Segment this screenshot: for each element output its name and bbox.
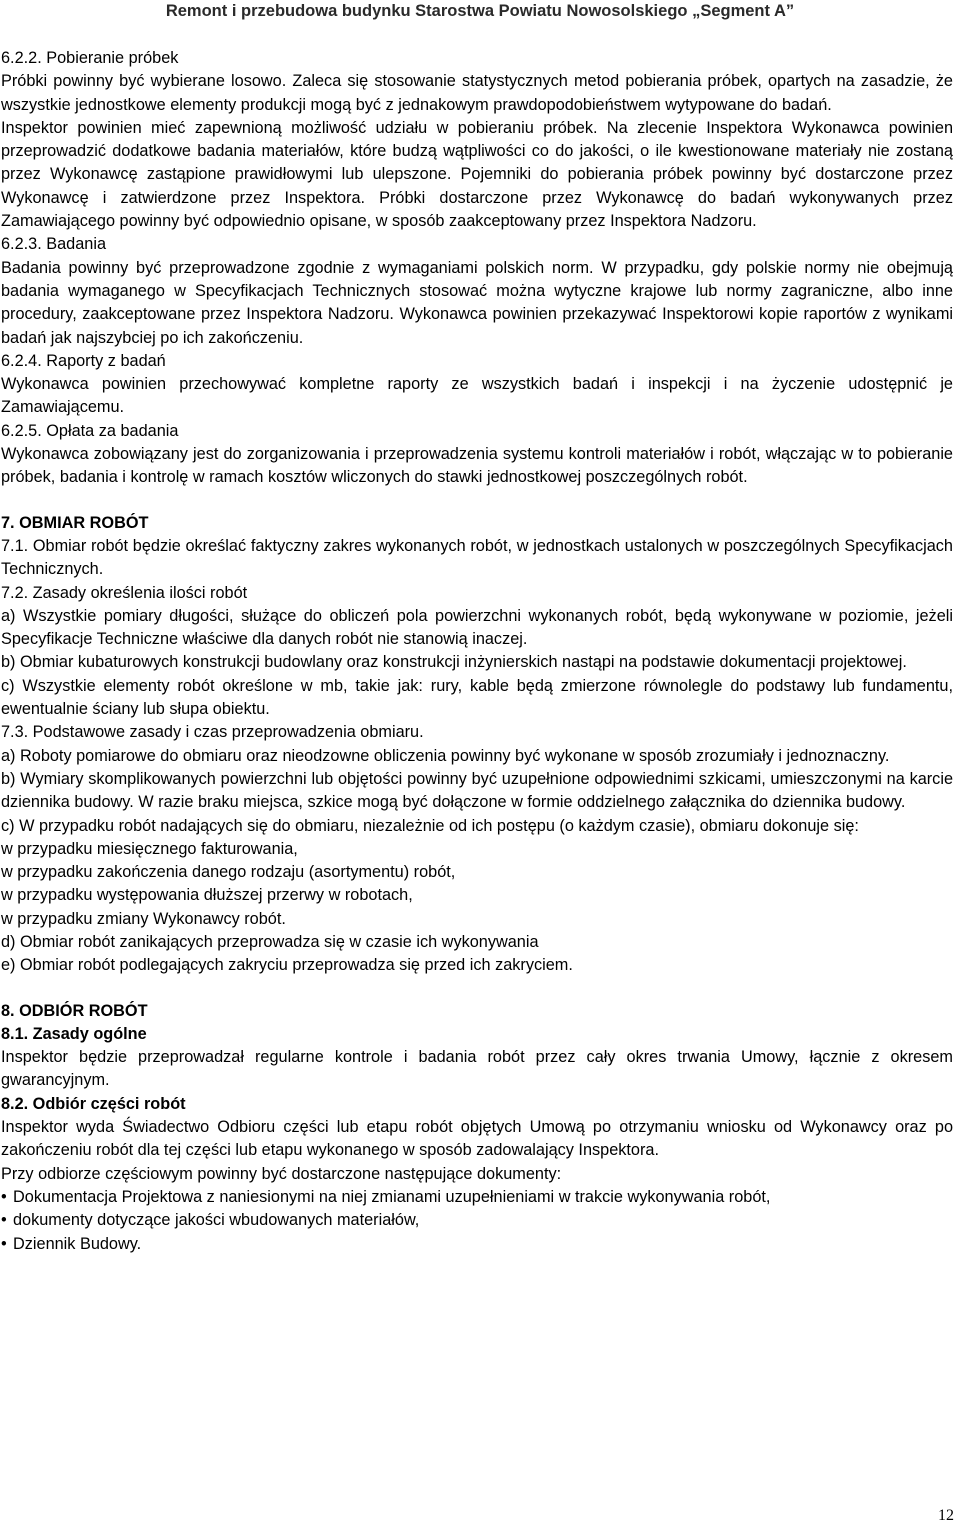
paragraph: c) W przypadku robót nadających się do obmiaru, niezależnie od ich postępu (o każdym czasie), obmiaru dokonuje się: — [1, 816, 859, 835]
paragraph: Wykonawca powinien przechowywać kompletne raporty ze wszystkich badań i inspekcji i na życzenie udostępnić je Zamawiającemu. — [1, 375, 953, 417]
list-item: w przypadku występowania dłuższej przerwy w robotach, — [1, 886, 413, 905]
bullet-text: Dziennik Budowy. — [13, 1234, 142, 1253]
paragraph: b) Obmiar kubaturowych konstrukcji budowlany oraz konstrukcji inżynierskich nastąpi na podstawie dokumentacji projektowej. — [1, 653, 907, 672]
document-body — [1, 47, 953, 1256]
bullet-icon: • — [1, 1234, 7, 1253]
paragraph: Przy odbiorze częściowym powinny być dostarczone następujące dokumenty: — [1, 1164, 562, 1183]
paragraph: 7.1. Obmiar robót będzie określać faktyczny zakres wykonanych robót, w jednostkach ustalonych w poszczególnych Specyfikacjach Technicznych. — [1, 536, 953, 579]
section-heading: 8.1. Zasady ogólne — [1, 1024, 147, 1043]
paragraph: Inspektor wyda Świadectwo Odbioru części lub etapu robót objętych Umową po otrzymaniu wniosku od Wykonawcy oraz po zakończeniu robót dla tej części lub etapu wykonanego w sposób zadowalający Inspektora. — [1, 1118, 953, 1160]
section-heading: 6.2.5. Opłata za badania — [1, 421, 179, 440]
paragraph: c) Wszystkie elementy robót określone w mb, takie jak: rury, kable będą zmierzone równolegle do podstawy lub fundamentu, ewentualnie ściany lub słupa obiektu. — [1, 676, 953, 719]
spacer — [1, 978, 953, 1000]
section-heading: 6.2.2. Pobieranie próbek — [1, 49, 179, 67]
section-heading: 7.3. Podstawowe zasady i czas przeprowadzenia obmiaru. — [1, 723, 424, 742]
bullet-item — [1, 1233, 953, 1256]
list-item: w przypadku zakończenia danego rodzaju (asortymentu) robót, — [1, 863, 456, 882]
chapter-heading: 7. OBMIAR ROBÓT — [1, 513, 149, 532]
section-heading: 6.2.4. Raporty z badań — [1, 351, 166, 370]
list-item: w przypadku zmiany Wykonawcy robót. — [1, 909, 286, 928]
paragraph: b) Wymiary skomplikowanych powierzchni lub objętości powinny być uzupełnione odpowiednimi szkicami, umieszczonymi na karcie dziennika budowy. W razie braku miejsca, szkice mogą być dołączone w formie oddzielnego załącznika do dziennika budowy. — [1, 769, 953, 812]
bullet-icon: • — [1, 1187, 7, 1206]
paragraph: d) Obmiar robót zanikających przeprowadza się w czasie ich wykonywania — [1, 932, 539, 951]
bullet-item — [1, 1209, 953, 1232]
bullet-text: dokumenty dotyczące jakości wbudowanych materiałów, — [13, 1211, 420, 1230]
bullet-text: Dokumentacja Projektowa z naniesionymi na niej zmianami uzupełnieniami w trakcie wykonywania robót, — [13, 1187, 771, 1206]
bullet-item — [1, 1186, 953, 1209]
paragraph: Inspektor powinien mieć zapewnioną możliwość udziału w pobieraniu próbek. Na zlecenie Inspektora Wykonawca powinien przeprowadzić dodatkowe badania materiałów, które budzą wątpliwości co do jakości, o ile kwestionowane materiały nie zostaną przez Wykonawcę zastąpione prawidłowymi lub ulepszone. Pojemniki do pobierania próbek powinny być dostarczone przez Wykonawcę i zatwierdzone przez Inspektora. Próbki dostarczone przez Wykonawcę do badań wykonywanych przez Zamawiającego powinny być odpowiednio opisane, w sposób zaakceptowany przez Inspektora Nadzoru. — [1, 118, 953, 231]
paragraph: Badania powinny być przeprowadzone zgodnie z wymaganiami polskich norm. W przypadku, gdy polskie normy nie obejmują badania wymaganego w Specyfikacjach Technicznych stosować można wytyczne krajowe lub normy zagraniczne, albo inne procedury, zaakceptowane przez Inspektora Nadzoru. Wykonawca powinien przekazywać Inspektorowi kopie raportów z wynikami badań jak najszybciej po ich zakończeniu. — [1, 258, 953, 347]
list-item: w przypadku miesięcznego fakturowania, — [1, 839, 298, 858]
paragraph: Inspektor będzie przeprowadzał regularne kontrole i badania robót przez cały okres trwania Umowy, łącznie z okresem gwarancyjnym. — [1, 1048, 953, 1090]
spacer — [1, 490, 953, 512]
section-heading: 6.2.3. Badania — [1, 235, 107, 254]
page-number: 12 — [938, 1507, 954, 1524]
paragraph: a) Wszystkie pomiary długości, służące do obliczeń pola powierzchni wykonanych robót, będą wykonywane w poziomie, jeżeli Specyfikacje Techniczne właściwe dla danych robót nie stanowią inaczej. — [1, 606, 953, 649]
paragraph: Próbki powinny być wybierane losowo. Zaleca się stosowanie statystycznych metod pobierania próbek, opartych na zasadzie, że wszystkie jednostkowe elementy produkcji mogą być z jednakowym prawdopodobieństwem wytypowane do badań. — [1, 72, 953, 114]
paragraph: a) Roboty pomiarowe do obmiaru oraz nieodzowne obliczenia powinny być wykonane w sposób zrozumiały i jednoznaczny. — [1, 746, 890, 765]
chapter-heading: 8. ODBIÓR ROBÓT — [1, 1001, 148, 1020]
paragraph: Wykonawca zobowiązany jest do zorganizowania i przeprowadzenia systemu kontroli materiałów i robót, włączając w to pobieranie próbek, badania i kontrolę w ramach kosztów wliczonych do stawki jednostkowej poszczególnych robót. — [1, 445, 953, 487]
bullet-icon: • — [1, 1211, 7, 1230]
section-heading: 8.2. Odbiór części robót — [1, 1094, 186, 1113]
paragraph: e) Obmiar robót podlegających zakryciu przeprowadza się przed ich zakryciem. — [1, 956, 573, 975]
document-header: Remont i przebudowa budynku Starostwa Powiatu Nowosolskiego „Segment A” — [165, 2, 795, 20]
section-heading: 7.2. Zasady określenia ilości robót — [1, 583, 248, 602]
